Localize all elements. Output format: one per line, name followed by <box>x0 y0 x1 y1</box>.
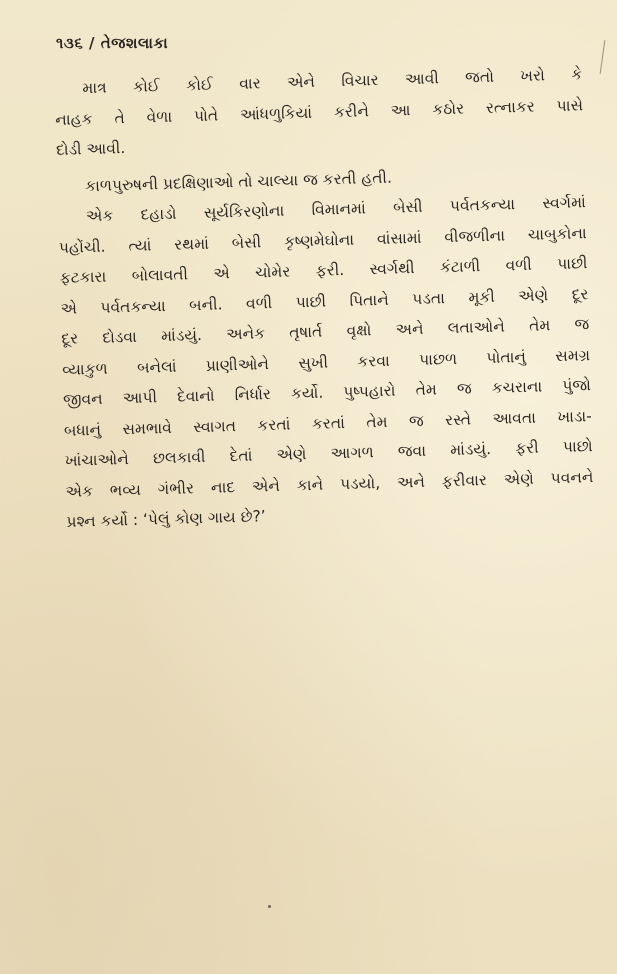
text-line: ખાંચાઓને છલકાવી દેતાં એણે આગળ જવા માંડયું. ફરી પાછો <box>64 437 593 470</box>
paragraph-1 <box>54 59 584 165</box>
text-line: કાળપુરુષની પ્રદક્ષિણાઓ તો ચાલ્યા જ કરતી હતી. <box>84 168 393 195</box>
text-line: દોડી આવી. <box>55 139 126 159</box>
paragraph-3 <box>58 187 595 537</box>
page-header <box>56 34 168 52</box>
text-line: નાહક તે વેળા પોતે આંધળુકિયાં કરીને આ કઠોર રત્નાકર પાસે <box>55 95 584 129</box>
page-edge-mark <box>600 40 606 74</box>
text-line: ફટકારા બોલાવતી એ ચોમેર ફરી. સ્વર્ગથી કંટાળી વળી પાછી <box>59 254 588 287</box>
body-text <box>54 59 595 537</box>
text-line: એક દહાડો સૂર્યકિરણોના વિમાનમાં બેસી પર્વતકન્યા સ્વર્ગમાં <box>85 193 587 226</box>
text-line: પ્રશ્ન કર્યો : ‘પેલું કોણ ગાય છે?’ <box>66 507 266 531</box>
text-line: વ્યાકુળ બનેલાં પ્રાણીઓને સુખી કરવા પાછળ પોતાનું સમગ્ર <box>61 345 591 379</box>
page-number: ૧૩૬ <box>56 34 84 52</box>
text-line: માત્ર કોઈ કોઈ વાર એને વિચાર આવી જતો ખરો કે <box>82 65 583 98</box>
text-line: એ પર્વતકન્યા બની. વળી પાછી પિતાને પડતા મૂકી એણે દૂર <box>60 284 589 318</box>
text-line: જીવન આપી દેવાનો નિર્ધાર કર્યો. પુષ્પહારો તેમ જ કચરાના પુંજો <box>62 376 592 409</box>
text-line: બધાનું સમભાવે સ્વાગત કરતાં કરતાં તેમ જ રસ્તે આવતા ખાડા- <box>63 406 592 440</box>
page-speck <box>268 905 271 908</box>
book-title: તેજશલાકા <box>100 34 169 52</box>
text-line: એક ભવ્ય ગંભીર નાદ એને કાને પડયો, અને ફરીવાર એણે પવનને <box>65 467 594 501</box>
text-line: દૂર દોડવા માંડયું. અનેક તૃષાર્ત વૃક્ષો અને લતાઓને તેમ જ <box>61 315 590 348</box>
header-separator: / <box>88 34 95 52</box>
text-line: પહોંચી. ત્યાં રથમાં બેસી કૃષ્ણમેઘોના વાંસામાં વીજળીના ચાબુકોના <box>58 223 587 257</box>
